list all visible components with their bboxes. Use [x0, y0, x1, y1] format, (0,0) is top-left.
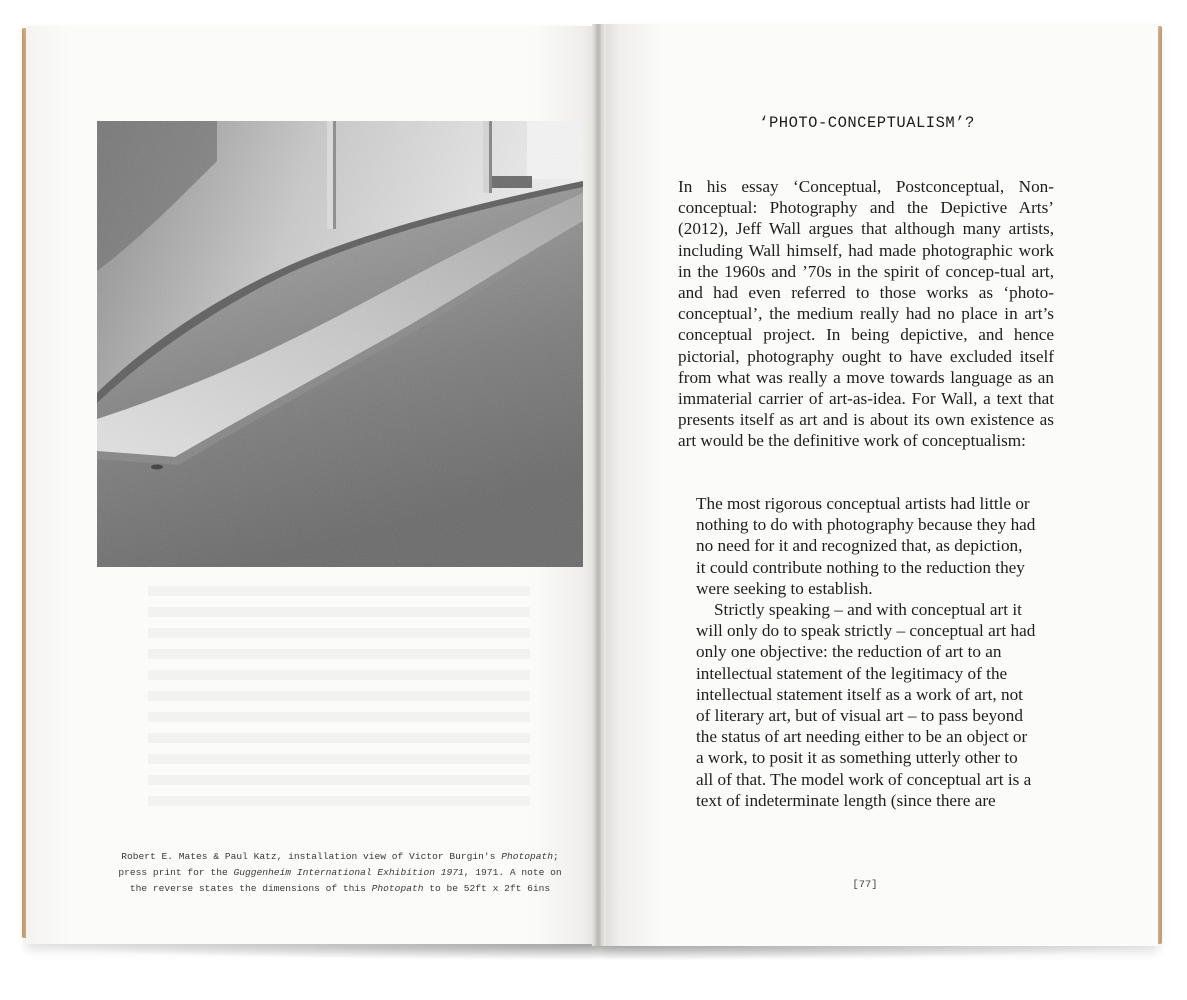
caption-line-3 [96, 881, 584, 897]
caption-italic-title: Photopath [371, 883, 424, 894]
caption-italic-title: Photopath [501, 851, 554, 862]
caption-italic-title: Guggenheim International Exhibition 1971 [233, 867, 464, 878]
caption-text: press print for the [118, 867, 234, 878]
caption-line-1 [96, 849, 584, 865]
body-paragraph: In his essay ‘Conceptual, Postconceptual, Non-conceptual: Photography and the Depictive Arts’ (2012), Jeff Wall argues that although many artists, including Wall himself, had made photographic work in the 1960s and ’70s in the spirit of concep-tual art, and had even referred to those works as ‘photo-conceptual’, the medium really had no place in art’s conceptual project. In being depictive, and hence pictorial, photography ought to have excluded itself from what was really a move towards language as an immaterial carrier of art-as-idea. For Wall, a text that presents itself as art and is about its own existence as art would be the definitive work of conceptualism: [678, 177, 1054, 451]
photopath-photograph [97, 121, 583, 567]
quote-paragraph-2: Strictly speaking – and with conceptual art it will only do to speak strictly – conceptual art had only one objective: the reduction of art to an intellectual statement of the legitimacy of the intellectual statement itself as a work of art, not of literary art, but of visual art – to pass beyond the status of art needing either to be an object or a work, to posit it as something utterly other to all of that. The model work of conceptual art is a text of indeterminate length (since there are [696, 600, 1036, 810]
quote-paragraph-1: The most rigorous conceptual artists had little or nothing to do with photography because they had no need for it and recognized that, as depiction, it could contribute nothing to the reduction they were seeking to establish. [696, 494, 1036, 598]
page-number: [77] [852, 879, 878, 891]
book-gutter [592, 24, 606, 946]
photograph-image [97, 121, 583, 567]
caption-text: the reverse states the dimensions of this [129, 883, 372, 894]
section-heading: ‘PHOTO-CONCEPTUALISM’? [759, 114, 975, 132]
caption-text: , 1971. A note on [463, 867, 562, 878]
caption-line-2 [96, 865, 584, 881]
caption-text: Robert E. Mates & Paul Katz, installation view of Victor Burgin's [121, 851, 502, 862]
caption-text: ; [553, 851, 559, 862]
show-through-text [148, 586, 530, 816]
caption-text: to be 52ft x 2ft 6ins [423, 883, 551, 894]
block-quote [696, 493, 1036, 811]
photo-caption [96, 849, 584, 897]
